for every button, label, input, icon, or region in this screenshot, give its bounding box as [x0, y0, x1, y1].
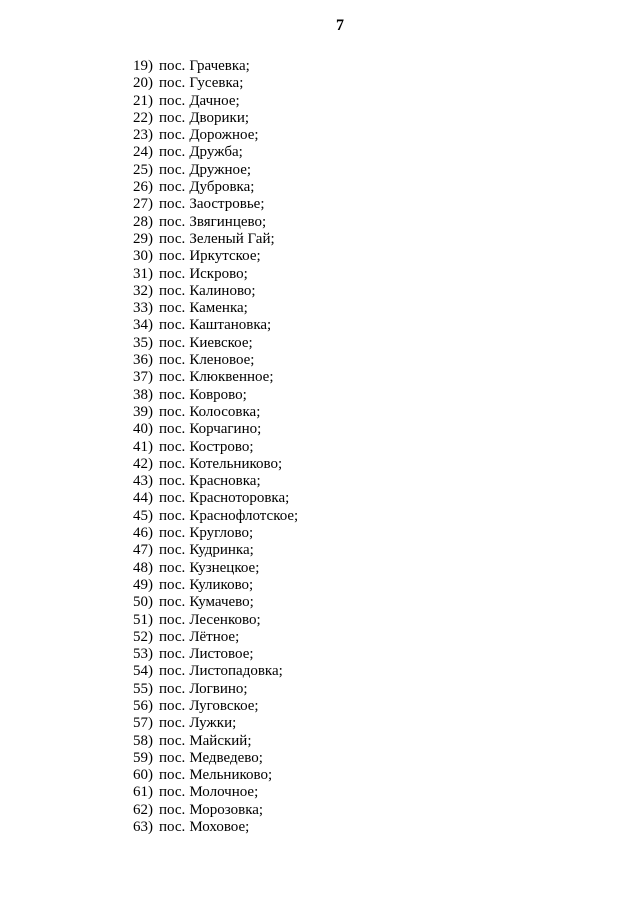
list-item — [118, 525, 298, 542]
item-number: 22) — [133, 109, 153, 126]
item-name: Киевское; — [189, 334, 253, 351]
item-number: 58) — [133, 732, 153, 749]
item-number: 63) — [133, 819, 153, 836]
item-name: Клюквенное; — [189, 369, 274, 386]
list-item — [118, 127, 298, 144]
item-name: Дружба; — [189, 144, 243, 161]
item-number: 39) — [133, 403, 153, 420]
item-name: Калиново; — [189, 282, 256, 299]
item-number: 41) — [133, 438, 153, 455]
item-prefix: пос. — [159, 680, 186, 697]
item-prefix: пос. — [159, 161, 186, 178]
item-number: 48) — [133, 559, 153, 576]
list-item — [118, 490, 298, 507]
item-name: Звягинцево; — [189, 213, 267, 230]
item-prefix: пос. — [159, 317, 186, 334]
list-item — [118, 456, 298, 473]
item-name: Дачное; — [189, 92, 240, 109]
item-prefix: пос. — [159, 455, 186, 472]
item-prefix: пос. — [159, 265, 186, 282]
item-name: Грачевка; — [189, 58, 250, 74]
item-prefix: пос. — [159, 559, 186, 576]
list-item — [118, 802, 298, 819]
item-name: Каштановка; — [189, 317, 272, 334]
item-name: Зеленый Гай; — [189, 230, 275, 247]
item-number: 60) — [133, 767, 153, 784]
item-prefix: пос. — [159, 611, 186, 628]
list-item — [118, 594, 298, 611]
item-prefix: пос. — [159, 179, 186, 196]
item-name: Мельниково; — [189, 767, 273, 784]
item-number: 45) — [133, 507, 153, 524]
item-prefix: пос. — [159, 109, 186, 126]
list-item — [118, 733, 298, 750]
list-item — [118, 214, 298, 231]
item-name: Дворики; — [189, 109, 250, 126]
item-prefix: пос. — [159, 732, 186, 749]
item-name: Иркутское; — [189, 248, 261, 265]
list-item — [118, 75, 298, 92]
item-prefix: пос. — [159, 646, 186, 663]
list-item — [118, 283, 298, 300]
item-prefix: пос. — [159, 334, 186, 351]
list-item — [118, 369, 298, 386]
item-name: Моховое; — [189, 819, 250, 836]
item-number: 51) — [133, 611, 153, 628]
list-item — [118, 698, 298, 715]
list-item — [118, 266, 298, 283]
item-prefix: пос. — [159, 58, 186, 74]
item-number: 54) — [133, 663, 153, 680]
page-number: 7 — [336, 17, 344, 34]
item-number: 59) — [133, 749, 153, 766]
item-name: Куликово; — [189, 576, 254, 593]
item-number: 62) — [133, 801, 153, 818]
item-prefix: пос. — [159, 196, 186, 213]
item-name: Корчагино; — [189, 421, 262, 438]
item-number: 37) — [133, 369, 153, 386]
item-number: 29) — [133, 230, 153, 247]
item-name: Листопадовка; — [189, 663, 283, 680]
item-prefix: пос. — [159, 507, 186, 524]
item-prefix: пос. — [159, 819, 186, 836]
item-prefix: пос. — [159, 490, 186, 507]
list-item — [118, 387, 298, 404]
item-number: 19) — [133, 58, 153, 74]
list-item — [118, 335, 298, 352]
item-name: Кудринка; — [189, 542, 254, 559]
list-item — [118, 473, 298, 490]
item-number: 21) — [133, 92, 153, 109]
item-name: Каменка; — [189, 300, 248, 317]
item-prefix: пос. — [159, 784, 186, 801]
list-item — [118, 784, 298, 801]
item-prefix: пос. — [159, 127, 186, 144]
item-name: Колосовка; — [189, 403, 261, 420]
item-prefix: пос. — [159, 282, 186, 299]
list-item — [118, 248, 298, 265]
list-item — [118, 681, 298, 698]
item-number: 50) — [133, 594, 153, 611]
item-name: Кострово; — [189, 438, 254, 455]
item-name: Кленовое; — [189, 352, 255, 369]
item-prefix: пос. — [159, 767, 186, 784]
list-item — [118, 560, 298, 577]
item-prefix: пос. — [159, 248, 186, 265]
item-number: 33) — [133, 300, 153, 317]
list-item — [118, 404, 298, 421]
item-name: Гусевка; — [189, 75, 244, 92]
item-number: 31) — [133, 265, 153, 282]
item-number: 32) — [133, 282, 153, 299]
list-item — [118, 93, 298, 110]
item-name: Молочное; — [189, 784, 259, 801]
item-prefix: пос. — [159, 92, 186, 109]
list-item — [118, 646, 298, 663]
list-item — [118, 110, 298, 127]
item-number: 20) — [133, 75, 153, 92]
list-item — [118, 508, 298, 525]
list-item — [118, 179, 298, 196]
item-prefix: пос. — [159, 403, 186, 420]
item-name: Круглово; — [189, 525, 254, 542]
list-item — [118, 629, 298, 646]
item-number: 26) — [133, 179, 153, 196]
list-item — [118, 196, 298, 213]
item-number: 53) — [133, 646, 153, 663]
item-name: Морозовка; — [189, 801, 264, 818]
item-number: 43) — [133, 473, 153, 490]
item-prefix: пос. — [159, 300, 186, 317]
item-number: 55) — [133, 680, 153, 697]
list-item — [118, 352, 298, 369]
item-name: Заостровье; — [189, 196, 265, 213]
item-name: Кузнецкое; — [189, 559, 260, 576]
item-prefix: пос. — [159, 230, 186, 247]
item-name: Дубровка; — [189, 179, 255, 196]
item-prefix: пос. — [159, 715, 186, 732]
item-prefix: пос. — [159, 386, 186, 403]
list-item — [118, 767, 298, 784]
item-number: 34) — [133, 317, 153, 334]
item-number: 35) — [133, 334, 153, 351]
item-name: Лужки; — [189, 715, 237, 732]
list-item — [118, 231, 298, 248]
item-name: Краснофлотское; — [189, 507, 299, 524]
item-prefix: пос. — [159, 369, 186, 386]
item-name: Лётное; — [189, 628, 240, 645]
item-prefix: пос. — [159, 421, 186, 438]
item-number: 42) — [133, 455, 153, 472]
item-name: Майский; — [189, 732, 252, 749]
item-number: 44) — [133, 490, 153, 507]
settlement-list — [118, 58, 298, 836]
item-prefix: пос. — [159, 75, 186, 92]
item-prefix: пос. — [159, 352, 186, 369]
item-name: Искрово; — [189, 265, 248, 282]
item-number: 36) — [133, 352, 153, 369]
item-prefix: пос. — [159, 144, 186, 161]
item-prefix: пос. — [159, 525, 186, 542]
list-item — [118, 439, 298, 456]
item-number: 38) — [133, 386, 153, 403]
list-item — [118, 162, 298, 179]
item-number: 52) — [133, 628, 153, 645]
list-item — [118, 144, 298, 161]
item-number: 56) — [133, 697, 153, 714]
item-name: Красновка; — [189, 473, 261, 490]
list-item — [118, 819, 298, 836]
item-number: 23) — [133, 127, 153, 144]
list-item — [118, 542, 298, 559]
list-item — [118, 577, 298, 594]
item-number: 47) — [133, 542, 153, 559]
item-prefix: пос. — [159, 542, 186, 559]
item-prefix: пос. — [159, 473, 186, 490]
item-number: 49) — [133, 576, 153, 593]
item-prefix: пос. — [159, 628, 186, 645]
item-prefix: пос. — [159, 213, 186, 230]
item-name: Листовое; — [189, 646, 254, 663]
item-number: 25) — [133, 161, 153, 178]
item-number: 24) — [133, 144, 153, 161]
list-item — [118, 421, 298, 438]
item-prefix: пос. — [159, 576, 186, 593]
list-item — [118, 612, 298, 629]
item-number: 57) — [133, 715, 153, 732]
list-item — [118, 58, 298, 75]
item-number: 40) — [133, 421, 153, 438]
item-name: Лесенково; — [189, 611, 261, 628]
item-prefix: пос. — [159, 663, 186, 680]
item-prefix: пос. — [159, 801, 186, 818]
item-number: 28) — [133, 213, 153, 230]
item-name: Медведево; — [189, 749, 263, 766]
item-name: Дружное; — [189, 161, 252, 178]
list-item — [118, 300, 298, 317]
item-name: Коврово; — [189, 386, 247, 403]
list-item — [118, 715, 298, 732]
item-name: Котельниково; — [189, 455, 283, 472]
item-name: Луговское; — [189, 697, 259, 714]
item-prefix: пос. — [159, 697, 186, 714]
item-prefix: пос. — [159, 438, 186, 455]
item-number: 61) — [133, 784, 153, 801]
item-number: 27) — [133, 196, 153, 213]
list-item — [118, 663, 298, 680]
item-name: Красноторовка; — [189, 490, 290, 507]
list-item — [118, 317, 298, 334]
item-number: 46) — [133, 525, 153, 542]
item-name: Дорожное; — [189, 127, 259, 144]
item-name: Логвино; — [189, 680, 248, 697]
item-number: 30) — [133, 248, 153, 265]
item-prefix: пос. — [159, 594, 186, 611]
item-prefix: пос. — [159, 749, 186, 766]
list-item — [118, 750, 298, 767]
item-name: Кумачево; — [189, 594, 254, 611]
